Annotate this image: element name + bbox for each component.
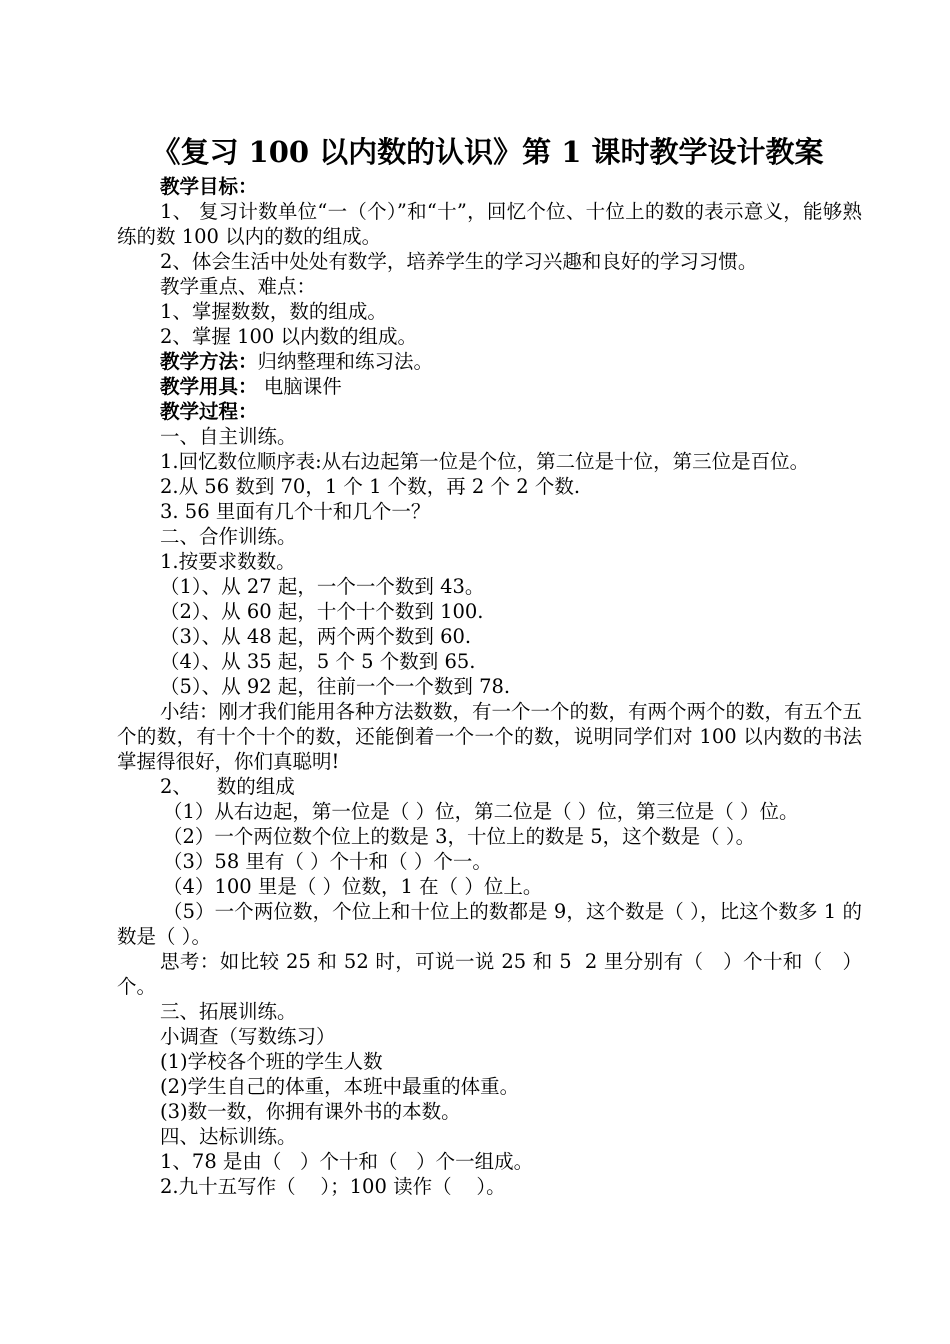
count-task-5: （5）、从 92 起，往前一个一个数到 78. bbox=[160, 675, 511, 698]
method-line bbox=[117, 349, 862, 374]
think-paragraph: 思考：如比较 25 和 52 时，可说一说 25 和 5 2 里分别有（ ）个十和（ ）个。 bbox=[117, 950, 862, 998]
goal-2: 2、体会生活中处处有数学，培养学生的学习兴趣和良好的学习习惯。 bbox=[160, 250, 758, 273]
process-heading: 教学过程： bbox=[160, 400, 258, 423]
part-3-heading: 三、拓展训练。 bbox=[160, 1000, 297, 1023]
part-1-heading: 一、自主训练。 bbox=[160, 425, 297, 448]
count-task-3: （3）、从 48 起，两个两个数到 60. bbox=[160, 625, 472, 648]
survey-item-1: (1)学校各个班的学生人数 bbox=[160, 1050, 383, 1073]
part-2-item-2: 2、 数的组成 bbox=[160, 775, 295, 798]
document-title: 《复习 100 以内数的认识》第 1 课时教学设计教案 bbox=[151, 135, 824, 169]
tools-line bbox=[117, 374, 862, 399]
part-1-item-2: 2.从 56 数到 70，1 个 1 个数，再 2 个 2 个数. bbox=[160, 475, 581, 498]
part-1-item-1: 1.回忆数位顺序表:从右边起第一位是个位，第二位是十位，第三位是百位。 bbox=[160, 450, 810, 473]
survey-item-2: (2)学生自己的体重，本班中最重的体重。 bbox=[160, 1075, 520, 1098]
goals-heading: 教学目标： bbox=[160, 175, 258, 198]
summary-paragraph: 小结：刚才我们能用各种方法数数，有一个一个的数，有两个两个的数，有五个五个的数，有十个十个的数，还能倒着一个一个的数，说明同学们对 100 以内数的书法掌握得很好，你们真聪明! bbox=[117, 700, 863, 773]
part-2-heading: 二、合作训练。 bbox=[160, 525, 297, 548]
method-value: 归纳整理和练习法。 bbox=[257, 350, 434, 373]
composition-task-2: （2）一个两位数个位上的数是 3，十位上的数是 5，这个数是（ ）。 bbox=[163, 825, 756, 848]
part-1-item-3: 3. 56 里面有几个十和几个一？ bbox=[160, 500, 431, 523]
survey-item-3: (3)数一数，你拥有课外书的本数。 bbox=[160, 1100, 461, 1123]
key-2: 2、掌握 100 以内数的组成。 bbox=[160, 325, 418, 348]
part-2-item-1: 1.按要求数数。 bbox=[160, 550, 296, 573]
count-task-2: （2）、从 60 起，十个十个数到 100. bbox=[160, 600, 484, 623]
composition-task-4: （4）100 里是（ ）位数，1 在（ ）位上。 bbox=[163, 875, 543, 898]
key-heading: 教学重点、难点： bbox=[160, 275, 317, 298]
survey-heading: 小调查（写数练习） bbox=[160, 1025, 336, 1048]
count-task-1: （1）、从 27 起，一个一个数到 43。 bbox=[160, 575, 485, 598]
composition-task-5: （5）一个两位数，个位上和十位上的数都是 9，这个数是（ ），比这个数多 1 的数是（ ）。 bbox=[117, 900, 862, 948]
goal-1: 1、 复习计数单位“一（个）”和“十”，回忆个位、十位上的数的表示意义，能够熟练的数 100 以内的数的组成。 bbox=[117, 200, 862, 248]
test-item-1: 1、78 是由（ ）个十和（ ）个一组成。 bbox=[160, 1150, 534, 1173]
count-task-4: （4）、从 35 起，5 个 5 个数到 65. bbox=[160, 650, 476, 673]
key-1: 1、掌握数数，数的组成。 bbox=[160, 300, 387, 323]
tools-label: 教学用具： bbox=[160, 375, 258, 398]
test-item-2: 2.九十五写作（ ）；100 读作（ ）。 bbox=[160, 1175, 506, 1198]
method-label: 教学方法： bbox=[160, 350, 258, 373]
composition-task-1: （1）从右边起，第一位是（ ）位，第二位是（ ）位，第三位是（ ）位。 bbox=[163, 800, 799, 823]
tools-value: 电脑课件 bbox=[257, 375, 342, 398]
document-body bbox=[117, 174, 862, 1199]
part-4-heading: 四、达标训练。 bbox=[160, 1125, 297, 1148]
composition-task-3: （3）58 里有（ ）个十和（ ）个一。 bbox=[163, 850, 492, 873]
